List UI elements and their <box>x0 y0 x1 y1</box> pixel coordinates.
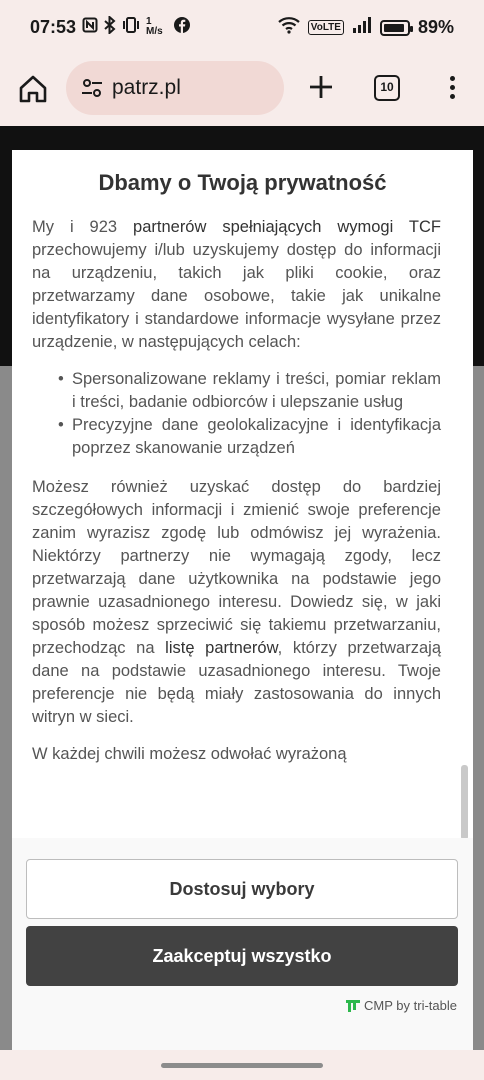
battery-icon <box>380 20 410 36</box>
purpose-item: • Precyzyjne dane geolokalizacyjne i identyfikacja poprzez skanowanie urządzeń <box>72 414 441 460</box>
facebook-icon <box>174 17 190 37</box>
system-nav-bar <box>0 1050 484 1080</box>
site-settings-icon[interactable] <box>80 76 104 100</box>
signal-icon <box>352 17 372 38</box>
consent-withdraw-text: W każdej chwili możesz odwołać wyrażoną <box>32 745 347 763</box>
url-text: patrz.pl <box>112 76 181 99</box>
tabs-icon[interactable]: 10 <box>374 75 400 101</box>
consent-scroll-area[interactable] <box>12 150 473 840</box>
bluetooth-icon <box>104 16 116 38</box>
network-speed: 1 M/s <box>146 16 163 37</box>
partner-list-link[interactable]: listę partnerów <box>165 639 278 657</box>
customize-choices-button[interactable]: Dostosuj wybory <box>26 859 458 919</box>
cmp-credit-text: CMP by tri-table <box>364 998 457 1013</box>
tcf-partners-link[interactable]: partnerów spełniających wymogi TCF <box>133 218 441 236</box>
cmp-credit[interactable] <box>346 998 457 1013</box>
tri-table-logo-icon <box>346 999 360 1013</box>
gesture-handle[interactable] <box>161 1063 323 1068</box>
address-bar[interactable] <box>66 61 284 115</box>
purposes-list <box>32 368 441 460</box>
battery-fill <box>384 24 404 32</box>
consent-footer <box>12 838 473 1050</box>
consent-title: Dbamy o Twoją prywatność <box>98 170 387 195</box>
consent-dialog <box>12 150 473 1050</box>
home-icon[interactable] <box>16 72 50 106</box>
new-tab-icon[interactable] <box>306 72 336 102</box>
consent-intro: My i 923 partnerów spełniających wymogi TCF przechowujemy i/lub uzyskujemy dostęp do informacji na urządzeniu, takich jak pliki cookie, oraz przetwarzamy dane osobowe, takie jak unikalne identyfikatory i standardowe informacje wysyłane przez urządzenie, w następujących celach: <box>32 218 441 351</box>
volte-badge: VoLTE <box>308 20 344 35</box>
overflow-menu-icon[interactable] <box>440 74 464 104</box>
status-right <box>278 16 454 39</box>
consent-details: Możesz również uzyskać dostęp do bardziej szczegółowych informacji i zmienić swoje preferencje zanim wyrazisz zgodę lub odmówisz jej wyrażenia. Niektórzy partnerzy nie wymagają zgody, lecz przetwarzają dane użytkownika na podstawie jego prawnie uzasadnionego interesu. Dowiedz się, w jaki sposób możesz sprzeciwić się takiemu przetwarzaniu, przechodząc na listę partnerów, którzy przetwarzają dane na podstawie uzasadnionego interesu. Twoje preferencje nie będą miały zastosowania do innych witryn w sieci. <box>32 478 441 726</box>
battery-percent: 89% <box>417 17 454 37</box>
accept-all-button[interactable]: Zaakceptuj wszystko <box>26 926 458 986</box>
status-left <box>30 16 190 38</box>
wifi-icon <box>278 16 300 39</box>
status-bar <box>0 0 484 56</box>
browser-toolbar <box>0 56 484 126</box>
consent-body <box>32 216 441 780</box>
nfc-icon <box>82 17 98 37</box>
purpose-item: • Spersonalizowane reklamy i treści, pomiar reklam i treści, badanie odbiorców i ulepszanie usług <box>72 368 441 414</box>
vibrate-icon <box>122 17 140 37</box>
clock: 07:53 <box>30 16 77 37</box>
scrollbar[interactable] <box>461 765 468 840</box>
